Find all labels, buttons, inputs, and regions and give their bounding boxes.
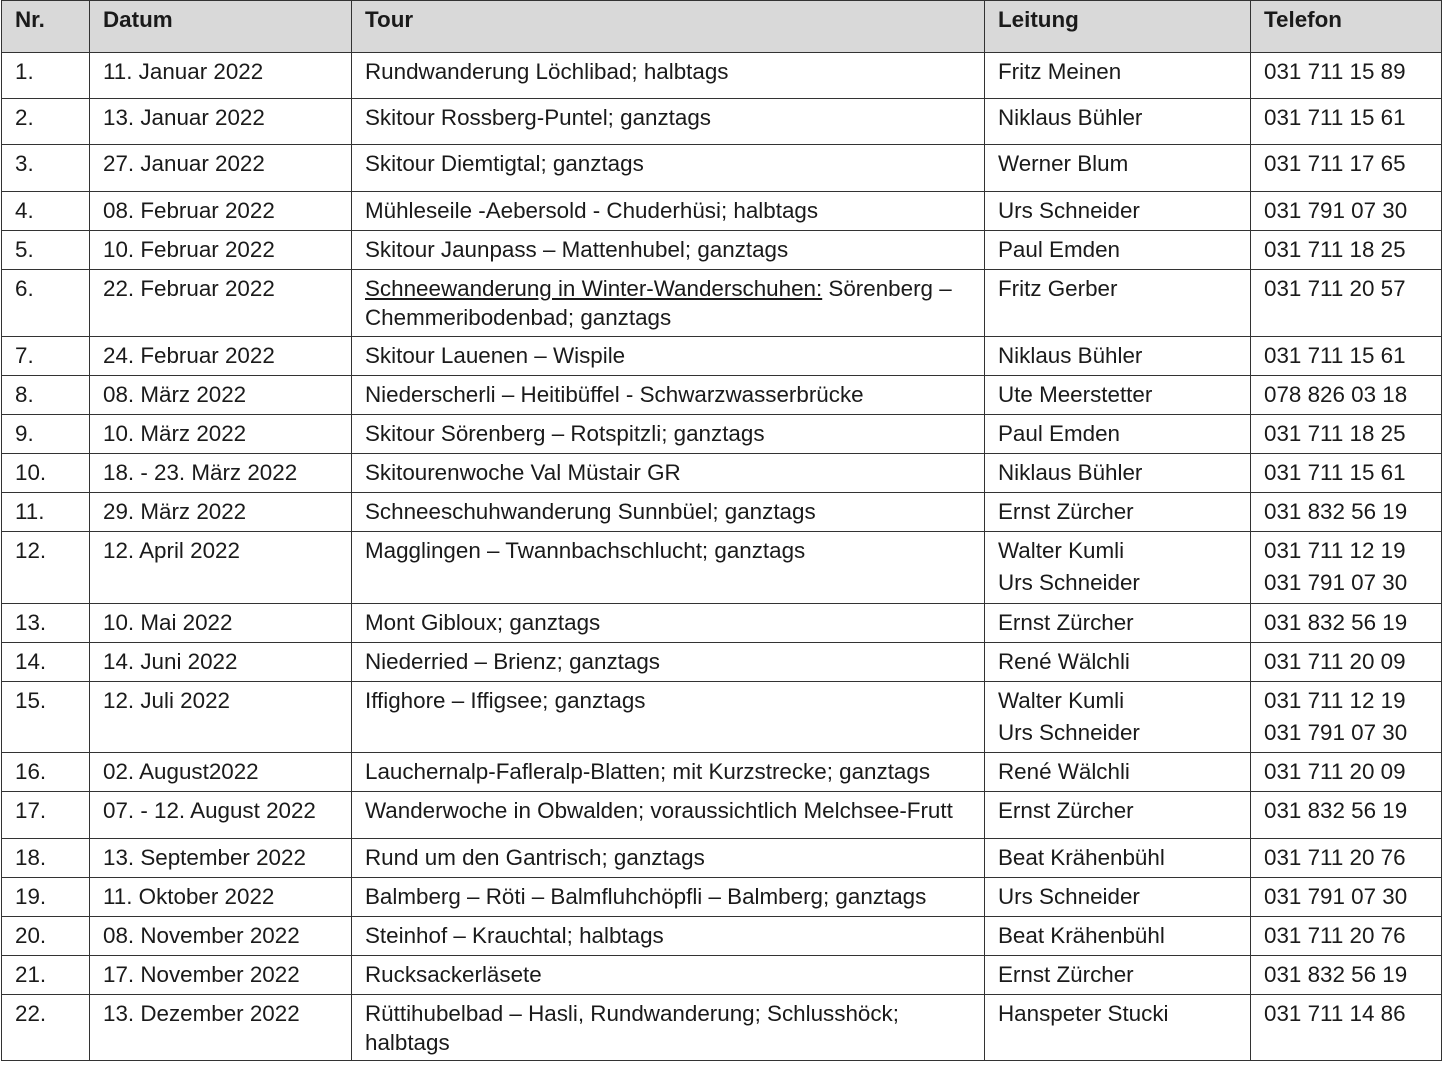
cell-telefon [1251, 682, 1442, 753]
cell-leitung [985, 99, 1251, 145]
tour-text: Wanderwoche in Obwalden; voraussichtlich Melchsee-Frutt [365, 798, 953, 823]
cell-leitung [985, 839, 1251, 878]
cell-nr: 17. [2, 792, 90, 839]
table-row [2, 376, 1442, 415]
cell-tour [352, 53, 985, 99]
cell-datum: 10. März 2022 [90, 415, 352, 454]
cell-leitung [985, 604, 1251, 643]
cell-leitung [985, 878, 1251, 917]
tour-text: Rundwanderung Löchlibad; halbtags [365, 59, 729, 84]
cell-datum: 14. Juni 2022 [90, 643, 352, 682]
leitung-line: Niklaus Bühler [998, 105, 1143, 130]
cell-telefon [1251, 532, 1442, 604]
cell-leitung [985, 532, 1251, 604]
cell-nr: 11. [2, 493, 90, 532]
tour-text: Skitour Sörenberg – Rotspitzli; ganztags [365, 421, 765, 446]
cell-datum: 27. Januar 2022 [90, 145, 352, 192]
tour-text: Rüttihubelbad – Hasli, Rundwanderung; Schlusshöck; halbtags [365, 1001, 899, 1055]
cell-telefon [1251, 917, 1442, 956]
cell-tour [352, 532, 985, 604]
cell-leitung [985, 956, 1251, 995]
cell-nr: 12. [2, 532, 90, 604]
tour-text: Skitourenwoche Val Müstair GR [365, 460, 681, 485]
cell-datum: 02. August2022 [90, 753, 352, 792]
telefon-line: 031 711 14 86 [1264, 1001, 1406, 1026]
cell-datum: 29. März 2022 [90, 493, 352, 532]
leitung-line: Ute Meerstetter [998, 382, 1153, 407]
leitung-line: Werner Blum [998, 151, 1129, 176]
tour-text: Skitour Lauenen – Wispile [365, 343, 626, 368]
cell-datum: 08. März 2022 [90, 376, 352, 415]
cell-leitung [985, 917, 1251, 956]
cell-nr: 10. [2, 454, 90, 493]
cell-nr: 1. [2, 53, 90, 99]
cell-telefon [1251, 753, 1442, 792]
cell-nr: 21. [2, 956, 90, 995]
leitung-line: René Wälchli [998, 759, 1130, 784]
cell-leitung [985, 643, 1251, 682]
table-row [2, 995, 1442, 1061]
table-row [2, 792, 1442, 839]
table-row [2, 270, 1442, 337]
table-row [2, 917, 1442, 956]
telefon-line: 031 791 07 30 [1264, 198, 1408, 223]
telefon-line: 031 711 20 57 [1264, 276, 1406, 301]
cell-leitung [985, 415, 1251, 454]
cell-tour [352, 454, 985, 493]
cell-tour [352, 956, 985, 995]
cell-leitung [985, 145, 1251, 192]
cell-tour [352, 643, 985, 682]
cell-telefon [1251, 643, 1442, 682]
telefon-line: 031 791 07 30 [1264, 720, 1408, 745]
cell-telefon [1251, 454, 1442, 493]
tour-text: Rund um den Gantrisch; ganztags [365, 845, 705, 870]
leitung-line: Ernst Zürcher [998, 962, 1134, 987]
telefon-line: 031 832 56 19 [1264, 499, 1408, 524]
table-row [2, 337, 1442, 376]
cell-datum: 18. - 23. März 2022 [90, 454, 352, 493]
table-row [2, 145, 1442, 192]
telefon-line: 031 711 20 76 [1264, 845, 1406, 870]
cell-datum: 12. Juli 2022 [90, 682, 352, 753]
telefon-line: 031 711 20 09 [1264, 759, 1406, 784]
header-nr: Nr. [2, 1, 90, 53]
telefon-line: 031 791 07 30 [1264, 884, 1408, 909]
header-tour: Tour [352, 1, 985, 53]
table-row [2, 454, 1442, 493]
cell-telefon [1251, 270, 1442, 337]
telefon-line: 031 711 15 89 [1264, 59, 1406, 84]
telefon-line: 031 711 15 61 [1264, 343, 1406, 368]
cell-nr: 20. [2, 917, 90, 956]
tour-text: Skitour Diemtigtal; ganztags [365, 151, 644, 176]
cell-nr: 2. [2, 99, 90, 145]
cell-tour [352, 415, 985, 454]
table-row [2, 753, 1442, 792]
tour-text: Mont Gibloux; ganztags [365, 610, 601, 635]
cell-telefon [1251, 956, 1442, 995]
cell-tour [352, 231, 985, 270]
cell-leitung [985, 270, 1251, 337]
cell-nr: 13. [2, 604, 90, 643]
cell-nr: 14. [2, 643, 90, 682]
leitung-line: Fritz Gerber [998, 276, 1118, 301]
table-body [2, 53, 1442, 1061]
cell-tour [352, 493, 985, 532]
telefon-line: 031 711 15 61 [1264, 460, 1406, 485]
telefon-line: 031 711 20 09 [1264, 649, 1406, 674]
cell-nr: 16. [2, 753, 90, 792]
header-row [2, 1, 1442, 53]
cell-telefon [1251, 376, 1442, 415]
telefon-line: 031 711 12 19 [1264, 538, 1406, 563]
table-row [2, 493, 1442, 532]
tour-text: Niederried – Brienz; ganztags [365, 649, 660, 674]
table-row [2, 878, 1442, 917]
table-row [2, 231, 1442, 270]
cell-tour [352, 682, 985, 753]
leitung-line: Ernst Zürcher [998, 499, 1134, 524]
cell-datum: 08. November 2022 [90, 917, 352, 956]
cell-telefon [1251, 192, 1442, 231]
cell-tour [352, 753, 985, 792]
tour-text: Rucksackerläsete [365, 962, 542, 987]
cell-leitung [985, 995, 1251, 1061]
cell-nr: 8. [2, 376, 90, 415]
cell-leitung [985, 231, 1251, 270]
cell-tour [352, 604, 985, 643]
cell-tour [352, 839, 985, 878]
cell-nr: 3. [2, 145, 90, 192]
telefon-line: 031 791 07 30 [1264, 570, 1408, 595]
cell-datum: 13. Januar 2022 [90, 99, 352, 145]
cell-datum: 10. Februar 2022 [90, 231, 352, 270]
cell-leitung [985, 792, 1251, 839]
tour-underlined-text: Schneewanderung in Winter-Wanderschuhen: [365, 276, 823, 301]
cell-leitung [985, 682, 1251, 753]
cell-telefon [1251, 839, 1442, 878]
table-row [2, 99, 1442, 145]
table-row [2, 192, 1442, 231]
leitung-line: Beat Krähenbühl [998, 923, 1165, 948]
cell-nr: 22. [2, 995, 90, 1061]
tour-text: Steinhof – Krauchtal; halbtags [365, 923, 664, 948]
cell-datum: 22. Februar 2022 [90, 270, 352, 337]
cell-datum: 13. Dezember 2022 [90, 995, 352, 1061]
cell-datum: 07. - 12. August 2022 [90, 792, 352, 839]
cell-telefon [1251, 53, 1442, 99]
tour-text: Balmberg – Röti – Balmfluhchöpfli – Balmberg; ganztags [365, 884, 927, 909]
cell-telefon [1251, 792, 1442, 839]
tour-text: Sörenberg – Chemmeribodenbad; ganztags [365, 276, 952, 330]
cell-telefon [1251, 415, 1442, 454]
cell-tour [352, 145, 985, 192]
table-row [2, 604, 1442, 643]
header-datum: Datum [90, 1, 352, 53]
table-row [2, 956, 1442, 995]
cell-telefon [1251, 493, 1442, 532]
telefon-line: 031 832 56 19 [1264, 798, 1408, 823]
cell-datum: 17. November 2022 [90, 956, 352, 995]
cell-datum: 11. Oktober 2022 [90, 878, 352, 917]
cell-leitung [985, 376, 1251, 415]
leitung-line: Urs Schneider [998, 570, 1140, 595]
table-row [2, 53, 1442, 99]
leitung-line: Paul Emden [998, 237, 1120, 262]
leitung-line: Hanspeter Stucki [998, 1001, 1169, 1026]
telefon-line: 031 711 20 76 [1264, 923, 1406, 948]
tour-text: Schneeschuhwanderung Sunnbüel; ganztags [365, 499, 816, 524]
table-row [2, 643, 1442, 682]
cell-telefon [1251, 604, 1442, 643]
table-row [2, 682, 1442, 753]
cell-leitung [985, 493, 1251, 532]
cell-leitung [985, 337, 1251, 376]
cell-nr: 6. [2, 270, 90, 337]
cell-tour [352, 792, 985, 839]
cell-nr: 19. [2, 878, 90, 917]
cell-datum: 08. Februar 2022 [90, 192, 352, 231]
leitung-line: Fritz Meinen [998, 59, 1122, 84]
leitung-line: Ernst Zürcher [998, 610, 1134, 635]
tour-text: Lauchernalp-Fafleralp-Blatten; mit Kurzstrecke; ganztags [365, 759, 931, 784]
tour-text: Iffighore – Iffigsee; ganztags [365, 688, 646, 713]
leitung-line: Urs Schneider [998, 884, 1140, 909]
cell-leitung [985, 753, 1251, 792]
telefon-line: 078 826 03 18 [1264, 382, 1408, 407]
leitung-line: Walter Kumli [998, 538, 1125, 563]
leitung-line: Beat Krähenbühl [998, 845, 1165, 870]
cell-nr: 5. [2, 231, 90, 270]
cell-tour [352, 917, 985, 956]
tour-text: Skitour Jaunpass – Mattenhubel; ganztags [365, 237, 789, 262]
telefon-line: 031 832 56 19 [1264, 962, 1408, 987]
cell-telefon [1251, 99, 1442, 145]
leitung-line: Ernst Zürcher [998, 798, 1134, 823]
cell-datum: 11. Januar 2022 [90, 53, 352, 99]
leitung-line: Paul Emden [998, 421, 1120, 446]
cell-nr: 18. [2, 839, 90, 878]
cell-datum: 13. September 2022 [90, 839, 352, 878]
tour-text: Mühleseile -Aebersold - Chuderhüsi; halbtags [365, 198, 819, 223]
leitung-line: Urs Schneider [998, 720, 1140, 745]
cell-telefon [1251, 337, 1442, 376]
leitung-line: Urs Schneider [998, 198, 1140, 223]
tour-text: Niederscherli – Heitibüffel - Schwarzwasserbrücke [365, 382, 864, 407]
cell-tour [352, 270, 985, 337]
cell-tour [352, 878, 985, 917]
leitung-line: René Wälchli [998, 649, 1130, 674]
tour-text: Skitour Rossberg-Puntel; ganztags [365, 105, 711, 130]
cell-telefon [1251, 231, 1442, 270]
cell-tour [352, 995, 985, 1061]
cell-tour [352, 192, 985, 231]
table-row [2, 532, 1442, 604]
cell-tour [352, 376, 985, 415]
leitung-line: Walter Kumli [998, 688, 1125, 713]
header-leitung: Leitung [985, 1, 1251, 53]
tour-schedule-table [1, 0, 1442, 1061]
cell-datum: 12. April 2022 [90, 532, 352, 604]
tour-text: Magglingen – Twannbachschlucht; ganztags [365, 538, 806, 563]
cell-leitung [985, 454, 1251, 493]
cell-tour [352, 337, 985, 376]
leitung-line: Niklaus Bühler [998, 343, 1143, 368]
telefon-line: 031 711 17 65 [1264, 151, 1406, 176]
cell-datum: 24. Februar 2022 [90, 337, 352, 376]
cell-telefon [1251, 145, 1442, 192]
table-row [2, 415, 1442, 454]
table-row [2, 839, 1442, 878]
telefon-line: 031 711 15 61 [1264, 105, 1406, 130]
telefon-line: 031 711 12 19 [1264, 688, 1406, 713]
cell-nr: 7. [2, 337, 90, 376]
cell-nr: 9. [2, 415, 90, 454]
leitung-line: Niklaus Bühler [998, 460, 1143, 485]
cell-leitung [985, 192, 1251, 231]
cell-leitung [985, 53, 1251, 99]
cell-telefon [1251, 995, 1442, 1061]
cell-nr: 4. [2, 192, 90, 231]
telefon-line: 031 711 18 25 [1264, 421, 1406, 446]
cell-tour [352, 99, 985, 145]
cell-datum: 10. Mai 2022 [90, 604, 352, 643]
header-telefon: Telefon [1251, 1, 1442, 53]
cell-nr: 15. [2, 682, 90, 753]
cell-telefon [1251, 878, 1442, 917]
telefon-line: 031 711 18 25 [1264, 237, 1406, 262]
telefon-line: 031 832 56 19 [1264, 610, 1408, 635]
